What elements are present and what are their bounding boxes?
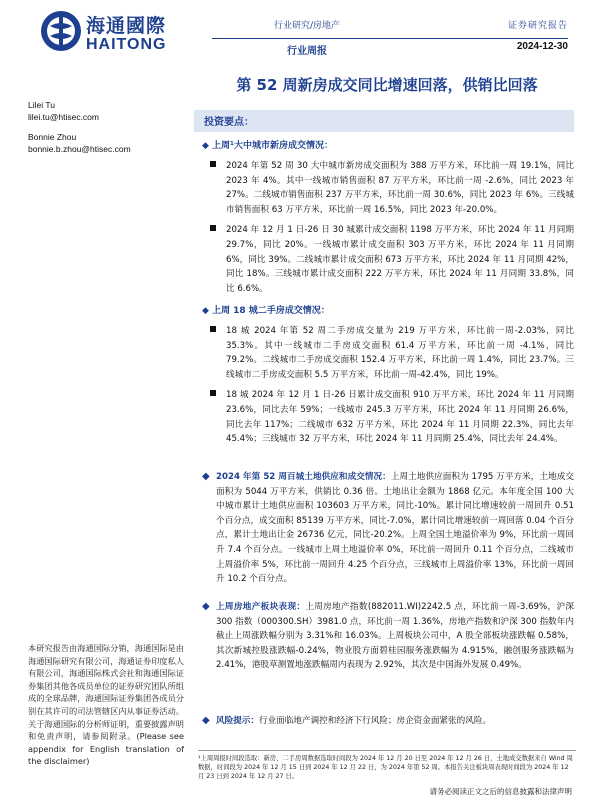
author-email[interactable]: lilei.tu@htisec.com	[28, 112, 99, 122]
bullet-item	[202, 159, 574, 217]
section-second-hand	[202, 305, 574, 447]
square-bullet-icon	[210, 161, 216, 167]
square-bullet-icon	[210, 326, 216, 332]
paragraph: 2024 年 12 月 1 日-26 日 30 城累计成交面积 1198 万平方米，环比 2024 年 11 月同期 29.7%，同比 20%。一线城市累计成交面积 303 万平方米，环比 2024 年 11 月同期 6%，同比 39%。二线城市累计成交面积 673 万平方米，环比 2024 年 11 月同期 42%，同比 18%。三线城市累计成交面积 222 万平方米，环比 2024 年 11 月同期 33.8%，同比 6.6%。	[226, 225, 574, 294]
diamond-bullet-icon: ◆	[202, 601, 210, 612]
paragraph: ◆ 2024 年第 52 周百城土地供应和成交情况：上周土地供应面积为 1795 万平方米，土地成交面积为 5044 万平方米，供销比 0.36 倍。土地出让金额为 1868 亿元。本年度全国 100 大中城市累计土地供应面积 103603 万平方米，同比-10%。累计同比增速较前一周回升 0.51 个百分点，成交面积 85139 万平方米，同比-7.0%，累计同比增速较前一周回落 0.04 个百分点，累计土地出让金 26736 亿元，同比-20.2%。上周全国土地溢价率为 9%，环比前一周回升 7.4 个百分点。一线城市上周土地溢价率 0%，环比前一周回升 0.11 个百分点，二线城市上周溢价率 5%，环比前一周回升 4.25 个百分点，三线城市上周溢价率 13%，环比前一周回升 10.2 个百分点。	[202, 471, 574, 585]
logo-chinese-text: 海通國際	[86, 15, 167, 37]
report-series: 行业周报	[287, 46, 327, 57]
paragraph: ◆ 上周房地产板块表现：上周房地产指数(882011.WI)2242.5 点，环比前一周-3.69%，沪深 300 指数（000300.SH）3981.0 点，环比前一周 1.36%，房地产指数和沪深 300 指数年内截止上周涨跌幅分别为 3.31%和 16.03%。上周板块公司中，A 股全部板块涨跌幅 0.58%，其次新城控股涨跌幅-0.24%，物业股方面碧桂园服务涨跌幅为 4.915%，融创服务涨跌幅为 2.41%，港股草测置地涨跌幅周内表现为 2.92%，其次是中国海外发展 0.49%。	[202, 601, 574, 671]
paragraph: 2024 年第 52 周 30 大中城市新房成交面积为 388 万平方米，环比前一周 19.1%，同比 2023 年 4%。其中一线城市销售面积 87 万平方米，环比前一周 -2.6%，同比 2023 年 27%。二线城市销售面积 237 万平方米，环比前一周 30.6%，同比 2023 年 6%。三线城市销售面积 63 万平方米，环比前一周 16.5%，同比 2023 年-20.0%。	[226, 161, 574, 215]
section-heading: ◆ 上周 18 城二手房成交情况：	[202, 306, 330, 316]
paragraph: ◆ 风险提示：行业面临地产调控和经济下行风险；房企资金面紧张的风险。	[202, 714, 574, 729]
bullet-item	[202, 388, 574, 446]
section-risk	[202, 714, 574, 729]
report-date: 2024-12-30	[516, 41, 568, 52]
diamond-bullet-icon: ◆	[202, 141, 209, 151]
square-bullet-icon	[210, 390, 216, 396]
paragraph: 18 城 2024 年 12 月 1 日-26 日累计成交面积 910 万平方米，环比 2024 年 11 月同期 23.6%，同比去年 59%；一线城市 245.3 万平方米，环比 2024 年 11 月同期 26.6%，同比去年 117%；二线城市 632 万平方米，环比 2024 年 11 月同期 22.3%，同比去年 45.4%；三线城市 32 万平方米，环比 2024 年 11 月同期 25.4%，同比去年 24.4%。	[226, 390, 574, 445]
author-name: Bonnie Zhou	[28, 132, 77, 142]
author-name: Lilei Tu	[28, 100, 55, 110]
key-points-box	[194, 110, 574, 132]
section-new-home	[202, 140, 574, 296]
author-sidebar	[28, 99, 183, 163]
report-category: 行业研究/房地产	[273, 21, 341, 31]
footnote-divider	[198, 750, 576, 751]
section-sector	[202, 600, 574, 673]
distribution-disclaimer: 本研究报告由海通国际分销，海通国际是由海通国际研究有限公司，海通证券印度私人有限公司，海通国际株式会社和海通国际证券集团其他各成员单位的证券研究团队所组成的全球品牌，海通国际证券集团各成员分别在其许可的司法管辖区内从事证券活动。关于海通国际的分析师证明，重要披露声明和免责声明，请参阅附录。(Please see appendix for English translation of the disclaimer)	[28, 643, 184, 767]
author-email[interactable]: bonnie.b.zhou@htisec.com	[28, 144, 131, 154]
diamond-bullet-icon: ◆	[202, 471, 210, 482]
report-kind: 证券研究报告	[507, 21, 568, 31]
section-land	[202, 470, 574, 587]
bullet-item	[202, 324, 574, 382]
section-heading: ◆ 上周¹大中城市新房成交情况：	[202, 141, 333, 151]
key-points-header	[194, 110, 574, 132]
report-title: 第 52 周新房成交同比增速回落，供销比回落	[236, 76, 538, 94]
footnote: ¹上周周报时间段选取：新房、二手房周数据选取时间段为 2024 年 12 月 20 日至 2024 年 12 月 26 日，土地成交数据来自 Wind 周数据，时间段为 2024 年 12 月 15 日到 2024 年 12 月 22 日，为 2024 年第 52 周。本报告关注板块周表现时间段为 2024 年 12 月 23 日到 2024 年 12 月 27 日。	[198, 755, 573, 780]
header-divider	[212, 38, 568, 39]
author-1	[28, 99, 183, 123]
page-bottom-notice: 请务必阅读正文之后的信息披露和法律声明	[429, 787, 572, 796]
key-points-label: 投资要点：	[204, 117, 254, 128]
haitong-logo	[40, 8, 200, 56]
paragraph: 18 城 2024 年第 52 周二手房成交量为 219 万平方米，环比前一周-2.03%，同比 35.3%。其中一线城市二手房成交面积 61.4 万平方米，环比前一周 -4.1%，同比 79.2%。二线城市二手房成交面积 152.4 万平方米，环比前一周 1.4%，同比 23.7%。三线城市二手房成交面积 5.5 万平方米，环比前一周-42.4%，同比 19%。	[226, 326, 574, 380]
bullet-item	[202, 223, 574, 296]
logo-english-text: HAITONG	[86, 36, 167, 53]
diamond-bullet-icon: ◆	[202, 715, 210, 726]
haitong-logo-mark-icon	[40, 10, 82, 52]
square-bullet-icon	[210, 225, 216, 231]
header-right	[508, 18, 568, 52]
diamond-bullet-icon: ◆	[202, 306, 209, 316]
report-header	[0, 0, 600, 64]
author-2	[28, 131, 183, 155]
